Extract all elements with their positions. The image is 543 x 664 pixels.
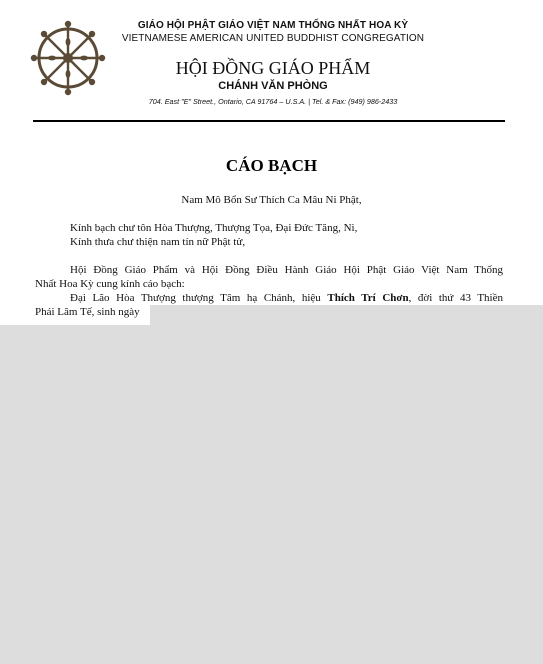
paragraph-2-line-2: Phái Lâm Tế, sinh ngày [35,306,140,318]
invocation-line: Nam Mô Bổn Sư Thích Ca Mâu Ni Phật, [181,194,362,206]
office-name: CHÁNH VĂN PHÒNG [218,80,328,92]
paragraph-2-text-start: Đại Lão Hòa Thượng thượng Tâm hạ Chánh, hiệu [70,292,328,304]
salutation-line-2: Kính thưa chư thiện nam tín nữ Phật tử, [70,236,246,248]
paragraph-1-line-1: Hội Đồng Giáo Phẩm và Hội Đồng Điều Hành Giáo Hội Phật Giáo Việt Nam Thống [70,264,503,276]
document-title: CÁO BẠCH [225,156,318,175]
obscuring-overlay-lower [0,325,543,664]
org-name-vietnamese: GIÁO HỘI PHẬT GIÁO VIỆT NAM THỐNG NHẤT HOA KỲ [137,20,409,31]
paragraph-2-line-1 [35,292,503,304]
dharma-wheel-icon [30,20,106,96]
org-name-english: VIETNAMESE AMERICAN UNITED BUDDHIST CONGREGATION [121,33,425,44]
address-line: 704. East "E" Street., Ontario, CA 91764 – U.S.A. | Tel. & Fax: (949) 986-2433 [148,97,398,106]
salutation-line-1: Kính bạch chư tôn Hòa Thượng, Thượng Tọa, Đại Đức Tăng, Ni, [70,222,358,234]
paragraph-2-text-end: , đời thứ 43 Thiền [408,292,503,304]
council-name: HỘI ĐỒNG GIÁO PHẨM [175,58,371,78]
monk-name: Thích Trí Chơn [327,292,409,304]
paragraph-1-line-2: Nhất Hoa Kỳ cung kính cáo bạch: [35,278,185,290]
header-divider [33,120,505,122]
